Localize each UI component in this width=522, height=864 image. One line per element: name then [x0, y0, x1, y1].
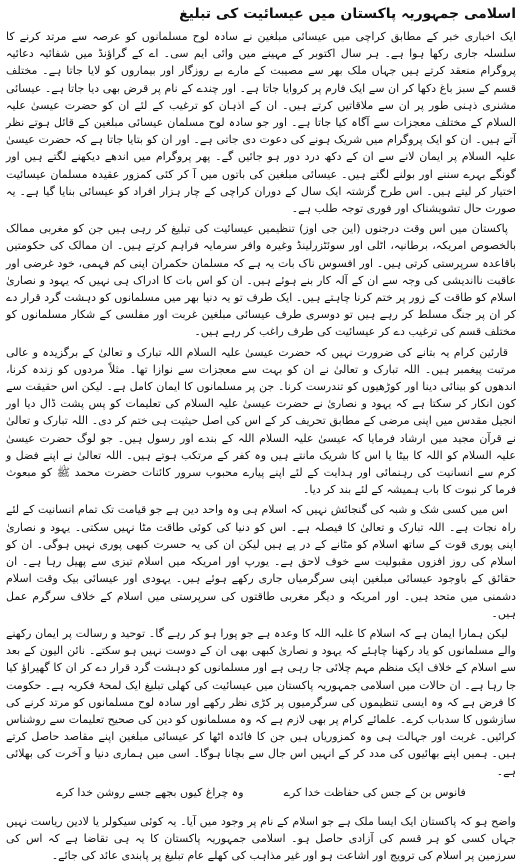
- couplet-first-line: فانوس بن کے جس کی حفاظت خدا کرے: [283, 785, 466, 799]
- closing-paragraph: واضح ہو کہ پاکستان ایک ایسا ملک ہے جو اسلام کے نام پر وجود میں آیا۔ یہ کوئی سیکولر یا لادین ریاست نہیں جہاں کسی کو ہر قسم کی آزادی حاصل ہو۔ اسلامی جمہوریہ پاکستان کا یہ ہی تقاضا ہے کہ اس کی سرزمین پر اسلام کی ترویج اور اشاعت ہو اور غیر مذاہب کی کھلے عام تبلیغ پر پابندی عائد کی جائے۔: [6, 814, 516, 863]
- paragraph-4: اس میں کسی شک و شبہ کی گنجائش نہیں کہ اسلام ہی وہ واحد دین ہے جو قیامت تک تمام انسانیت کے لئے راہ نجات ہے۔ اللہ تبارک و تعالیٰ کا فیصلہ ہے۔ اس کو دنیا کی کوئی طاقت مٹا نہیں سکتی۔ یہود و نصاریٰ اپنی پوری قوت کے ساتھ اسلام کو مٹانے کے در پے ہیں لیکن ان کی یہ حسرت کبھی پوری نہیں ہوگی۔ ان کو اسلام کی روز افزوں مقبولیت سے خوف لاحق ہے۔ یورپ اور امریکہ میں اسلام تیزی سے پھیل رہا ہے۔ ان حقائق کے باوجود عیسائی مبلغین اپنی سرگرمیاں جاری رکھے ہوئے ہیں۔ یہودی اور عیسائی بیک وقت اسلام دشمنی میں متحد ہیں۔ اور امریکہ و دیگر مغربی طاقتوں کی سرپرستی میں اسلام کے خلاف سرگرم عمل ہیں۔: [6, 503, 516, 620]
- couplet-second-line: وہ چراغ کیوں بجھے جسے روشن خدا کرے: [56, 785, 244, 799]
- poetry-couplet: [6, 784, 516, 802]
- article-body: [6, 28, 516, 780]
- paragraph-3: قارئین کرام یہ بتانے کی ضرورت نہیں کہ حضرت عیسیٰ علیہ السلام اللہ تبارک و تعالیٰ کے برگزیدہ و عالی مرتبت پیغمبر ہیں۔ اللہ تبارک و تعالیٰ نے ان کو بہت سے معجزات سے نوازا تھا۔ مثلاً مردوں کو زندہ کرنا، اندھوں کو بینائی دینا اور کوڑھیوں کو تندرست کرنا۔ جن پر مسلمانوں کا ایمان کامل ہے۔ لیکن اس حقیقت سے کون انکار کر سکتا ہے کہ یہود و نصاریٰ نے حضرت عیسیٰ علیہ السلام کی تعلیمات کو پس پشت ڈال دیا اور انجیل مقدس میں اپنی مرضی کے مطابق تحریف کر کے اس کی اصل حیثیت ہی ختم کر دی۔ اللہ تبارک و تعالیٰ نے قرآن مجید میں ارشاد فرمایا کہ عیسیٰ علیہ السلام اللہ کے بندے اور رسول ہیں۔ جو لوگ حضرت عیسیٰ علیہ السلام کو اللہ کا بیٹا یا اس کا شریک مانتے ہیں وہ کفر کے مرتکب ہوتے ہیں۔ اللہ تعالیٰ نے اپنے فضل و کرم سے انسانیت کی رہنمائی اور ہدایت کے لئے اپنے پیارے محبوب سرور کائنات حضرت محمد ﷺ کو مبعوث فرما کر نبوت کا باب ہمیشہ کے لئے بند کر دیا۔: [6, 345, 516, 497]
- paragraph-2: پاکستان میں اس وقت درجنوں (این جی اوز) تنظیمیں عیسائیت کی تبلیغ کر رہی ہیں جن کو مغربی ممالک بالخصوص امریکہ، برطانیہ، اٹلی اور سوئٹزرلینڈ وغیرہ وافر سرمایہ فراہم کرتے ہیں۔ ان ممالک کی حکومتیں باقاعدہ سرپرستی کرتی ہیں۔ اور افسوس ناک بات یہ ہے کہ مسلمان حکمران اپنی کم فہمی، خود غرضی اور عاقبت نااندیشی کی وجہ سے ان کے آلہ کار بنے ہوئے ہیں۔ ان کو اس بات کا ادراک ہی نہیں کہ یہود و نصاریٰ اسلام کو طاقت کے زور پر ختم کرنا چاہتے ہیں۔ ایک طرف تو یہ دنیا بھر میں مسلمانوں کو دہشت گرد قرار دے کر ان پر جنگ مسلط کر رہے ہیں تو دوسری طرف عیسائی مبلغین غربت اور مفلسی کے شکار مسلمانوں کو مختلف قسم کی ترغیب دے کر عیسائیت کی طرف راغب کر رہے ہیں۔: [6, 222, 516, 339]
- paragraph-5: لیکن ہمارا ایمان ہے کہ اسلام کا غلبہ اللہ کا وعدہ ہے جو پورا ہو کر رہے گا۔ توحید و رسالت پر ایمان رکھنے والے مسلمانوں کو یاد رکھنا چاہئے کہ یہود و نصاریٰ کبھی بھی ان کے دوست نہیں ہو سکتے۔ نائن الیون کے بعد سے اسلام کے خلاف ایک منظم مہم چلائی جا رہی ہے اور مسلمانوں کو دہشت گرد قرار دے کر ان کا گھیراؤ کیا جا رہا ہے۔ ان حالات میں اسلامی جمہوریہ پاکستان میں عیسائیت کی کھلی تبلیغ ایک لمحۂ فکریہ ہے۔ حکومت کا فرض ہے کہ وہ ایسی تنظیموں کی سرگرمیوں پر کڑی نظر رکھے اور سادہ لوح مسلمانوں کو مرتد کرنے کی سازشوں کا سدباب کرے۔ علمائے کرام پر بھی لازم ہے کہ وہ مسلمانوں کو دین کی صحیح تعلیمات سے روشناس کرائیں۔ غربت اور جہالت ہی وہ کمزوریاں ہیں جن کا فائدہ اٹھا کر عیسائی مبلغین اپنے مقاصد حاصل کرتے ہیں۔ ہمیں اپنے بھائیوں کی مدد کر کے انہیں اس جال سے بچانا ہوگا۔ اسی میں ہماری دنیا و آخرت کی بھلائی ہے۔: [6, 626, 516, 778]
- article-title: اسلامی جمہوریہ پاکستان میں عیسائیت کی تبلیغ: [179, 6, 516, 22]
- paragraph-1: ایک اخباری خبر کے مطابق کراچی میں عیسائی مبلغین نے سادہ لوح مسلمانوں کو عرصہ سے مرتد کرنے کا سلسلہ جاری رکھا ہوا ہے۔ ہر سال اکتوبر کے مہینے میں وائی ایم سی۔ اے کے گراؤنڈ میں شفائیہ دعائیہ پروگرام منعقد کرتے ہیں جہاں ملک بھر سے مصیبت کے مارے بے روزگار اور بیماروں کو لایا جاتا ہے۔ مختلف قسم کے سبز باغ دکھا کر ان سے ایک فارم پر کروایا جاتا ہے۔ اور چندے کے نام پر قرض بھی دیا جاتا ہے۔ عیسائی مشنری ذہنی طور پر ان سے ملاقاتیں کرتے ہیں۔ ان کے اذہان کو ترغیب کے لئے ان کو حضرت عیسیٰ علیہ السلام کے مختلف معجزات سے آگاہ کیا جاتا ہے۔ اور جو سادہ لوح مسلمان عیسائی مبلغین کے قائل ہوتے نظر آتے ہیں۔ ان کو ایک پروگرام میں شریک ہونے کی دعوت دی جاتی ہے۔ اور ان کو بتایا جاتا ہے کہ حضرت عیسیٰ علیہ السلام پر ایمان لانے سے ان کے دکھ درد دور ہو جائیں گے۔ پھر پروگرام میں اندھے دیکھنے لگتے ہیں اور گونگے بہرے سننے اور بولنے لگتے ہیں۔ عیسائی مبلغین کی باتوں میں آ کر کئی کمزور عقیدہ مسلمان عیسائیت اختیار کر لیتے ہیں۔ اس طرح گزشتہ ایک سال کے دوران کراچی کے چار ہزار افراد کو عیسائی بنایا گیا ہے۔ یہ صورت حال تشویشناک اور فوری توجہ طلب ہے۔: [6, 30, 516, 216]
